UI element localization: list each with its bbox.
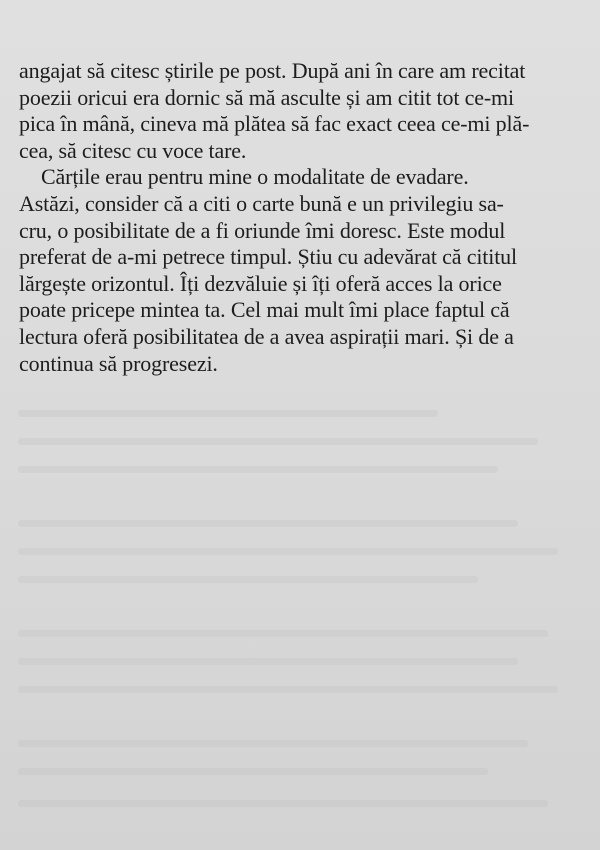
text-line: pica în mână, cineva mă plătea să fac exact ceea ce-mi plă-	[19, 111, 530, 137]
text-line: preferat de a-mi petrece timpul. Știu cu adevărat că cititul	[19, 244, 517, 270]
bleed-through-shadow	[18, 576, 478, 583]
text-line: poate pricepe mintea ta. Cel mai mult îmi place faptul că	[19, 297, 510, 323]
paragraph-1	[19, 58, 591, 164]
text-line: Cărțile erau pentru mine o modalitate de evadare.	[41, 164, 469, 190]
bleed-through-shadow	[18, 800, 548, 807]
text-line: angajat să citesc știrile pe post. După ani în care am recitat	[19, 58, 526, 83]
paragraph-2	[19, 164, 591, 377]
body-text	[19, 58, 591, 377]
bleed-through-shadow	[18, 466, 498, 473]
bleed-through-shadow	[18, 438, 538, 445]
bleed-through-shadow	[18, 768, 488, 775]
text-line: cru, o posibilitate de a fi oriunde îmi doresc. Este modul	[19, 217, 506, 243]
bleed-through-shadow	[18, 658, 518, 665]
text-line: poezii oricui era dornic să mă asculte și am citit tot ce-mi	[19, 84, 514, 110]
text-line: lectura oferă posibilitatea de a avea aspirații mari. Și de a	[19, 323, 514, 349]
text-line: continua să progresezi.	[19, 350, 218, 376]
bleed-through-shadow	[18, 630, 548, 637]
bleed-through-shadow	[18, 548, 558, 555]
bleed-through-shadow	[18, 740, 528, 747]
text-line: lărgește orizontul. Îți dezvăluie și îți oferă acces la orice	[19, 270, 502, 296]
bleed-through-shadow	[18, 686, 558, 693]
text-line: cea, să citesc cu voce tare.	[19, 137, 247, 163]
text-line: Astăzi, consider că a citi o carte bună e un privilegiu sa-	[19, 190, 504, 216]
bleed-through-shadow	[18, 520, 518, 527]
bleed-through-shadow	[18, 410, 438, 417]
